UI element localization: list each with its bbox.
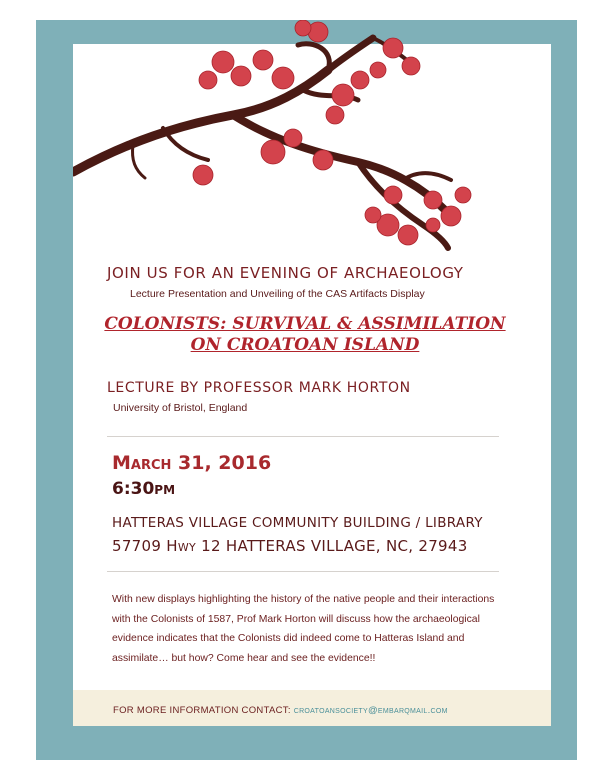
contact-label: FOR MORE INFORMATION CONTACT: bbox=[113, 705, 291, 716]
event-kicker: JOIN US FOR AN EVENING OF ARCHAEOLOGY bbox=[107, 264, 464, 282]
lecture-title-line-2: ON CROATOAN ISLAND bbox=[190, 335, 420, 355]
divider-bottom bbox=[107, 571, 499, 572]
lecturer-name: LECTURE BY PROFESSOR MARK HORTON bbox=[107, 380, 411, 396]
lecture-title bbox=[90, 314, 520, 356]
divider-top bbox=[107, 436, 499, 437]
lecture-title-line-1: COLONISTS: SURVIVAL & ASSIMILATION bbox=[104, 314, 506, 334]
event-venue: HATTERAS VILLAGE COMMUNITY BUILDING / LIBRARY bbox=[112, 515, 483, 531]
event-time: 6:30pm bbox=[112, 479, 176, 499]
contact-email-link[interactable]: croatoansociety@embarqmail.com bbox=[293, 705, 448, 716]
event-address: 57709 Hwy 12 HATTERAS VILLAGE, NC, 27943 bbox=[112, 537, 468, 555]
event-date: March 31, 2016 bbox=[112, 452, 272, 474]
event-description: With new displays highlighting the history of the native people and their interactions with the Colonists of 1587, Prof Mark Horton will discuss how the archaeological evidence indicates that the Colonists did indeed come to Hatteras Island and assimilate… but how? Come hear and see the evidence!! bbox=[112, 594, 495, 664]
blossom-branch-illustration bbox=[73, 20, 477, 255]
event-subtitle: Lecture Presentation and Unveiling of the CAS Artifacts Display bbox=[130, 288, 425, 300]
contact-line bbox=[113, 705, 448, 716]
lecturer-affiliation: University of Bristol, England bbox=[113, 402, 248, 414]
